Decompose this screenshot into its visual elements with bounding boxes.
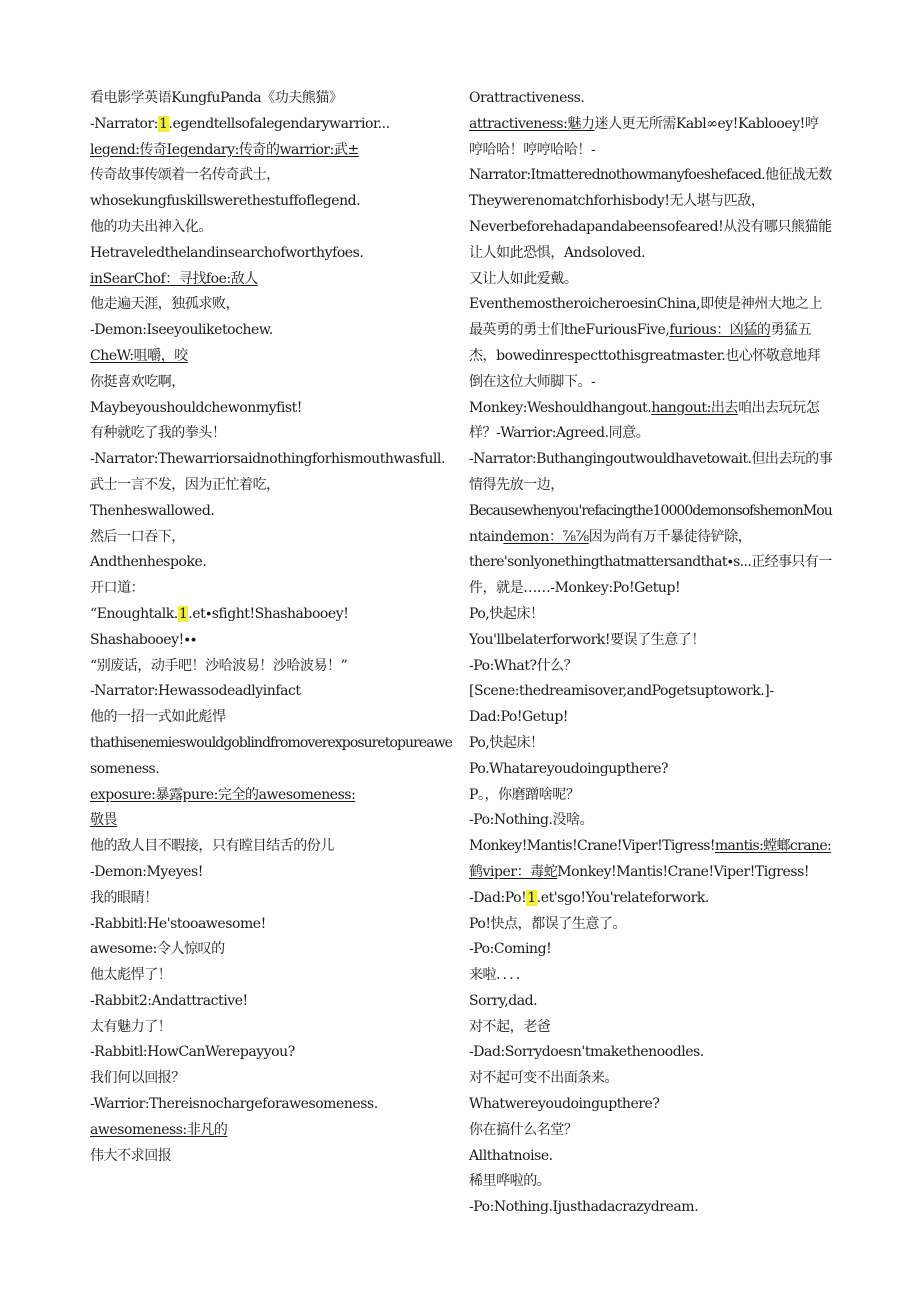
left-column-line bbox=[90, 705, 452, 731]
left-column-line bbox=[90, 912, 452, 938]
text-segment: 来啦．．．． bbox=[469, 967, 530, 984]
text-segment: 咱出去玩玩怎 bbox=[737, 399, 820, 416]
text-segment: 情得先放一边， bbox=[469, 476, 564, 493]
left-column-line bbox=[90, 550, 452, 576]
text-segment: -Narrator:Buthangingoutwouldhavetowait.但出去玩的事 bbox=[469, 451, 833, 468]
text-segment: -Po:Nothing.没啥。 bbox=[469, 812, 594, 829]
text-segment: -Po:Nothing.Ijusthadacrazydream. bbox=[469, 1199, 699, 1216]
left-column-line bbox=[90, 1015, 452, 1041]
right-column-line bbox=[469, 602, 831, 628]
left-column-line bbox=[90, 860, 452, 886]
text-segment: ntain bbox=[469, 528, 504, 545]
text-segment: 对不起可变不出面条来。 bbox=[469, 1070, 619, 1087]
right-column-line bbox=[469, 267, 831, 293]
right-column-line bbox=[469, 963, 831, 989]
text-segment: [Scene:thedreamisover,andPogetsuptowork.]- bbox=[469, 683, 774, 700]
text-segment: -Warrior:Thereisnochargeforawesomeness. bbox=[90, 1096, 378, 1113]
left-column-line bbox=[90, 886, 452, 912]
text-segment: 样？-Warrior:Agreed.同意。 bbox=[469, 425, 650, 442]
left-column-line bbox=[90, 318, 452, 344]
right-column-line bbox=[469, 576, 831, 602]
text-segment: 件，就是……-Monkey:Po!Getup! bbox=[469, 580, 681, 597]
right-column-line bbox=[469, 215, 831, 241]
right-column-line bbox=[469, 1118, 831, 1144]
left-column-line bbox=[90, 654, 452, 680]
text-segment: -Po:Coming! bbox=[469, 941, 552, 958]
text-segment: 让人如此恐惧，Andsoloved. bbox=[469, 244, 646, 261]
left-column-line bbox=[90, 576, 452, 602]
vocabulary-note: attractiveness:魅力 bbox=[469, 115, 595, 132]
text-segment: 我们何以回报？ bbox=[90, 1070, 185, 1087]
text-segment: 他的一招一式如此彪悍 bbox=[90, 709, 226, 726]
right-column-line bbox=[469, 112, 831, 138]
right-column-line bbox=[469, 1040, 831, 1066]
text-segment: Dad:Po!Getup! bbox=[469, 709, 569, 726]
text-segment: .et∙sfight!Shashabooey! bbox=[188, 605, 349, 622]
right-column-line bbox=[469, 1015, 831, 1041]
text-segment: 迷人更无所需Kabl∞ey!Kablooey!哼 bbox=[594, 115, 819, 132]
left-column-line bbox=[90, 473, 452, 499]
text-segment: 对不起，老爸 bbox=[469, 1018, 551, 1035]
left-column-line bbox=[90, 963, 452, 989]
left-column-line bbox=[90, 344, 452, 370]
right-column-line bbox=[469, 344, 831, 370]
text-segment: Po!快点，都误了生意了。 bbox=[469, 915, 627, 932]
right-column-line bbox=[469, 654, 831, 680]
text-segment: “Enoughtalk. bbox=[90, 605, 178, 622]
vocabulary-note: awesomeness:非凡的 bbox=[90, 1121, 228, 1138]
left-column-line bbox=[90, 138, 452, 164]
text-segment: .egendtellsofalegendarywarrior... bbox=[168, 115, 390, 132]
left-column-line bbox=[90, 834, 452, 860]
right-column-line bbox=[469, 473, 831, 499]
right-column-line bbox=[469, 86, 831, 112]
right-column bbox=[469, 86, 831, 1221]
text-segment: Thenheswallowed. bbox=[90, 502, 215, 519]
text-segment: 传奇故事传颂着一名传奇武士， bbox=[90, 167, 280, 184]
text-segment: 武士一言不发，因为正忙着吃， bbox=[90, 476, 280, 493]
text-segment: Andthenhespoke. bbox=[90, 554, 207, 571]
right-column-line bbox=[469, 989, 831, 1015]
left-column-line bbox=[90, 396, 452, 422]
text-segment: -Narrator:Hewassodeadlyinfact bbox=[90, 683, 301, 700]
right-column-line bbox=[469, 241, 831, 267]
left-column-line bbox=[90, 937, 452, 963]
text-segment: 因为尚有万千暴徒待铲除， bbox=[588, 528, 752, 545]
highlighted-text: 1 bbox=[527, 889, 536, 906]
text-segment: 我的眼睛！ bbox=[90, 889, 158, 906]
vocabulary-note: mantis:螳螂crane: bbox=[714, 838, 832, 855]
right-column-line bbox=[469, 550, 831, 576]
left-column-line bbox=[90, 447, 452, 473]
right-column-line bbox=[469, 783, 831, 809]
left-column-line bbox=[90, 1118, 452, 1144]
left-column-line bbox=[90, 757, 452, 783]
text-segment: -Narrator:Thewarriorsaidnothingforhismouthwasfull. bbox=[90, 451, 445, 468]
left-column-line bbox=[90, 602, 452, 628]
vocabulary-note: demon：⅞⅞ bbox=[503, 528, 589, 545]
text-segment: Sorry,dad. bbox=[469, 992, 538, 1009]
highlighted-text: 1 bbox=[159, 115, 168, 132]
text-segment: EventhemostheroicheroesinChina,即使是神州大地之上 bbox=[469, 296, 823, 313]
text-segment: 又让人如此爱戴。 bbox=[469, 270, 578, 287]
text-segment: 稀里哗啦的。 bbox=[469, 1173, 551, 1190]
right-column-line bbox=[469, 370, 831, 396]
text-segment: -Dad:Sorrydoesn'tmakethenoodles. bbox=[469, 1044, 704, 1061]
text-segment: -Demon:Iseeyouliketochew. bbox=[90, 322, 273, 339]
left-column-line bbox=[90, 525, 452, 551]
right-column-line bbox=[469, 1092, 831, 1118]
text-segment: 勇猛五 bbox=[770, 322, 812, 339]
left-column-line bbox=[90, 163, 452, 189]
left-column-line bbox=[90, 189, 452, 215]
text-segment: 太有魅力了！ bbox=[90, 1018, 172, 1035]
left-column-line bbox=[90, 292, 452, 318]
text-segment: awesome:令人惊叹的 bbox=[90, 941, 225, 958]
text-segment: -Rabbitl:He'stooawesome! bbox=[90, 915, 266, 932]
text-segment: Monkey:Weshouldhangout. bbox=[469, 399, 652, 416]
left-column-line bbox=[90, 421, 452, 447]
text-segment: 开口道： bbox=[90, 580, 145, 597]
text-segment: Orattractiveness. bbox=[469, 90, 585, 106]
left-column-line bbox=[90, 1144, 452, 1170]
vocabulary-note: hangout:出去 bbox=[651, 399, 738, 416]
text-segment: Monkey!Mantis!Crane!Viper!Tigress! bbox=[557, 863, 810, 880]
text-segment: there'sonlyonethingthatmattersandthat∙s...正经事只有一 bbox=[469, 554, 832, 571]
vocabulary-note: furious：凶猛的 bbox=[669, 322, 771, 339]
text-segment: -Rabbitl:HowCanWerepayyou? bbox=[90, 1044, 295, 1061]
text-segment: Neverbeforehadapandabeensofeared!从没有哪只熊猫能 bbox=[469, 218, 832, 235]
text-segment: 伟大不求回报 bbox=[90, 1147, 172, 1164]
right-column-line bbox=[469, 860, 831, 886]
left-column-line bbox=[90, 1092, 452, 1118]
text-segment: 最英勇的勇士们theFuriousFive, bbox=[469, 322, 670, 339]
text-segment: -Narrator: bbox=[90, 115, 159, 132]
right-column-line bbox=[469, 292, 831, 318]
left-column-line bbox=[90, 783, 452, 809]
left-column-line bbox=[90, 241, 452, 267]
text-segment: thathisenemieswouldgoblindfromoverexposuretopureawe bbox=[90, 734, 453, 751]
text-segment: 他太彪悍了！ bbox=[90, 967, 172, 984]
left-column-line bbox=[90, 628, 452, 654]
text-segment: 然后一口吞下， bbox=[90, 528, 185, 545]
right-column-line bbox=[469, 1144, 831, 1170]
text-segment: Hetraveledthelandinsearchofworthyfoes. bbox=[90, 244, 364, 261]
left-column-line bbox=[90, 731, 452, 757]
left-column bbox=[90, 86, 452, 1169]
right-column-line bbox=[469, 912, 831, 938]
left-column-line bbox=[90, 989, 452, 1015]
text-segment: 他的功夫出神入化。 bbox=[90, 218, 212, 235]
right-column-line bbox=[469, 189, 831, 215]
left-column-line bbox=[90, 1066, 452, 1092]
text-segment: 哼哈哈！哼哼哈哈！- bbox=[469, 141, 596, 158]
vocabulary-note: 鹤viper：毒蛇 bbox=[469, 863, 558, 880]
right-column-line bbox=[469, 628, 831, 654]
left-column-line bbox=[90, 808, 452, 834]
text-segment: -Demon:Myeyes! bbox=[90, 863, 203, 880]
left-column-line bbox=[90, 215, 452, 241]
right-column-line bbox=[469, 499, 831, 525]
text-segment: 有种就吃了我的拳头！ bbox=[90, 425, 226, 442]
left-column-line bbox=[90, 86, 452, 112]
text-segment: Po,快起床！ bbox=[469, 605, 544, 622]
left-column-line bbox=[90, 112, 452, 138]
right-column-line bbox=[469, 731, 831, 757]
text-segment: Whatwereyoudoingupthere? bbox=[469, 1096, 660, 1113]
left-column-line bbox=[90, 267, 452, 293]
text-segment: “别废话，动手吧！沙哈波易！沙哈波易！” bbox=[90, 657, 348, 674]
right-column-line bbox=[469, 138, 831, 164]
right-column-line bbox=[469, 447, 831, 473]
right-column-line bbox=[469, 1195, 831, 1221]
right-column-line bbox=[469, 757, 831, 783]
highlighted-text: 1 bbox=[178, 605, 188, 622]
text-segment: Becausewhenyou'refacingthe10000demonsofshemonMou bbox=[469, 502, 832, 519]
left-column-line bbox=[90, 370, 452, 396]
text-segment: Narrator:Itmatterednothowmanyfoeshefaced.他征战无数 bbox=[469, 167, 832, 184]
right-column-line bbox=[469, 163, 831, 189]
text-segment: 杰，bowedinrespecttothisgreatmaster.也心怀敬意地拜 bbox=[469, 347, 821, 364]
right-column-line bbox=[469, 834, 831, 860]
right-column-line bbox=[469, 1169, 831, 1195]
text-segment: -Po:What?什么？ bbox=[469, 657, 578, 674]
right-column-line bbox=[469, 1066, 831, 1092]
text-segment: 看电影学英语KungfuPanda《功夫熊猫》 bbox=[90, 90, 343, 106]
right-column-line bbox=[469, 679, 831, 705]
text-segment: Theywerenomatchforhisbody!无人堪与匹敌， bbox=[469, 193, 765, 210]
vocabulary-note: 敬畏 bbox=[90, 812, 118, 829]
right-column-line bbox=[469, 705, 831, 731]
text-segment: 他的敌人目不暇接，只有瞠目结舌的份儿 bbox=[90, 838, 334, 855]
right-column-line bbox=[469, 318, 831, 344]
text-segment: 倒在这位大师脚下。- bbox=[469, 373, 596, 390]
text-segment: someness. bbox=[90, 760, 160, 777]
text-segment: 他走遍天涯，独孤求败， bbox=[90, 296, 240, 313]
vocabulary-note: inSearChof：寻找foe:敌人 bbox=[90, 270, 258, 287]
right-column-line bbox=[469, 396, 831, 422]
text-segment: .et'sgo!You'relateforwork. bbox=[536, 889, 709, 906]
left-column-line bbox=[90, 499, 452, 525]
text-segment: Po,快起床！ bbox=[469, 734, 544, 751]
right-column-line bbox=[469, 421, 831, 447]
right-column-line bbox=[469, 808, 831, 834]
right-column-line bbox=[469, 525, 831, 551]
right-column-line bbox=[469, 886, 831, 912]
text-segment: 你在搞什么名堂？ bbox=[469, 1121, 578, 1138]
text-segment: Maybeyoushouldchewonmyfist! bbox=[90, 399, 302, 416]
text-segment: Shashabooey!∙∙ bbox=[90, 631, 197, 648]
text-segment: 你挺喜欢吃啊， bbox=[90, 373, 185, 390]
text-segment: Monkey!Mantis!Crane!Viper!Tigress! bbox=[469, 838, 715, 855]
vocabulary-note: exposure:暴露pure:完全的awesomeness: bbox=[90, 786, 356, 803]
vocabulary-note: legend:传奇Iegendary:传奇的warrior:武± bbox=[90, 141, 359, 158]
text-segment: -Dad:Po! bbox=[469, 889, 527, 906]
text-segment: Allthatnoise. bbox=[469, 1147, 553, 1164]
text-segment: P。，你磨蹭啥呢？ bbox=[469, 786, 580, 803]
left-column-line bbox=[90, 1040, 452, 1066]
text-segment: -Rabbit2:Andattractive! bbox=[90, 992, 248, 1009]
left-column-line bbox=[90, 679, 452, 705]
right-column-line bbox=[469, 937, 831, 963]
text-segment: You'llbelaterforwork!要误了生意了！ bbox=[469, 631, 705, 648]
text-segment: Po.Whatareyoudoingupthere? bbox=[469, 760, 669, 777]
vocabulary-note: CheW:咀嚼，咬 bbox=[90, 347, 188, 364]
text-segment: whosekungfuskillswerethestuffoflegend. bbox=[90, 193, 361, 210]
